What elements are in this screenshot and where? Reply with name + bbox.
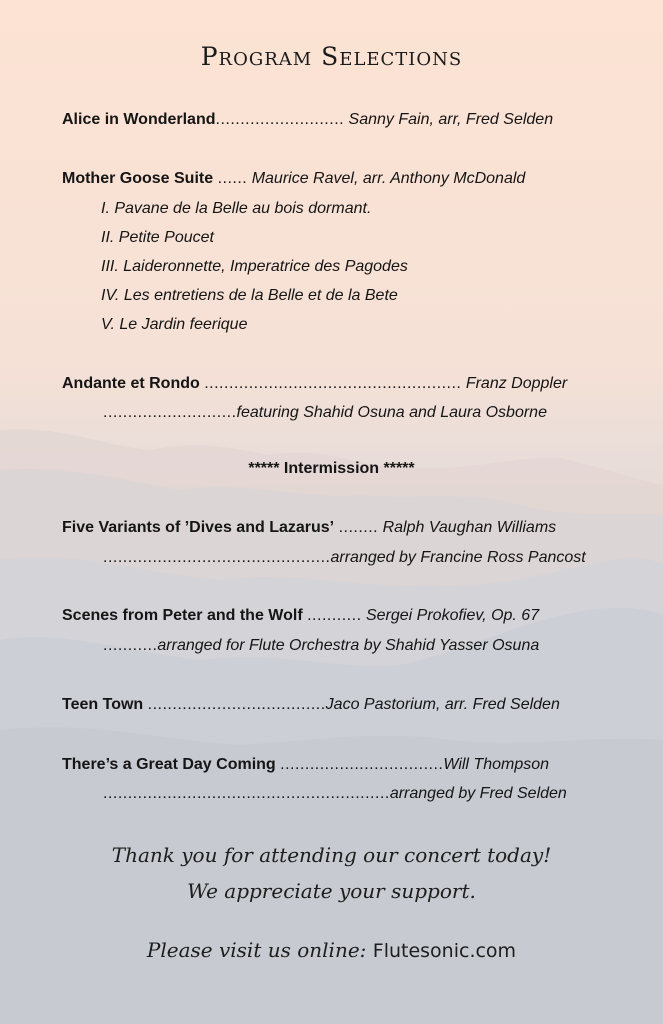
piece-title: Alice in Wonderland (62, 111, 216, 128)
piece-subcredit (103, 404, 547, 422)
leader-dots: ........................... (103, 404, 237, 421)
visit-label: Please visit us online: (146, 938, 367, 962)
leader-dots: .............................................. (103, 549, 331, 566)
visit-line (0, 938, 663, 962)
leader-dots: ........... (307, 607, 362, 624)
piece-title: Mother Goose Suite (62, 170, 214, 187)
leader-dots: .................................................... (204, 375, 462, 392)
piece-credit: Will Thompson (443, 756, 550, 773)
piece-great-day (62, 756, 549, 774)
leader-dots: .................................... (147, 696, 326, 713)
leader-dots: .......................................................... (103, 785, 390, 802)
leader-dots: ........ (338, 519, 379, 536)
piece-credit: Sanny Fain, arr, Fred Selden (348, 111, 554, 128)
piece-mother-goose (62, 170, 525, 188)
piece-peter-wolf (62, 607, 539, 625)
support-message: We appreciate your support. (187, 879, 476, 903)
piece-credit: Sergei Prokofiev, Op. 67 (365, 607, 540, 624)
movement-item: II. Petite Poucet (101, 229, 214, 246)
piece-teen-town (62, 696, 560, 714)
page-title: Program Selections (200, 42, 463, 71)
subcredit-text: arranged for Flute Orchestra by Shahid Yasser Osuna (157, 637, 540, 654)
subcredit-text: featuring Shahid Osuna and Laura Osborne (236, 404, 547, 421)
movement-item: I. Pavane de la Belle au bois dormant. (101, 200, 372, 217)
piece-subcredit (103, 549, 586, 567)
piece-subcredit (103, 637, 539, 655)
piece-title: Scenes from Peter and the Wolf (62, 607, 303, 624)
movement-item: V. Le Jardin feerique (101, 316, 248, 333)
subcredit-text: arranged by Fred Selden (389, 785, 567, 802)
leader-dots: ................................. (280, 756, 444, 773)
piece-credit: Maurice Ravel, arr. Anthony McDonald (251, 170, 526, 187)
leader-dots: ...... (217, 170, 248, 187)
subcredit-text: arranged by Francine Ross Pancost (330, 549, 586, 566)
piece-alice (62, 111, 553, 129)
piece-title: Teen Town (62, 696, 144, 713)
piece-dives-lazarus (62, 519, 556, 537)
piece-title: There’s a Great Day Coming (62, 756, 276, 773)
website-link[interactable]: Flutesonic.com (372, 940, 517, 962)
piece-title: Five Variants of ’Dives and Lazarus’ (62, 519, 335, 536)
leader-dots: .......................... (215, 111, 345, 128)
piece-title: Andante et Rondo (62, 375, 200, 392)
piece-andante (62, 375, 567, 393)
piece-credit: Ralph Vaughan Williams (382, 519, 557, 536)
leader-dots: ........... (103, 637, 158, 654)
intermission-label: ***** Intermission ***** (248, 460, 415, 477)
piece-subcredit (103, 785, 567, 803)
piece-credit: Jaco Pastorium, arr. Fred Selden (325, 696, 560, 713)
movement-item: IV. Les entretiens de la Belle et de la Bete (101, 287, 398, 304)
thanks-message: Thank you for attending our concert today! (111, 843, 552, 867)
piece-credit: Franz Doppler (465, 375, 568, 392)
movement-item: III. Laideronnette, Imperatrice des Pagodes (101, 258, 408, 275)
